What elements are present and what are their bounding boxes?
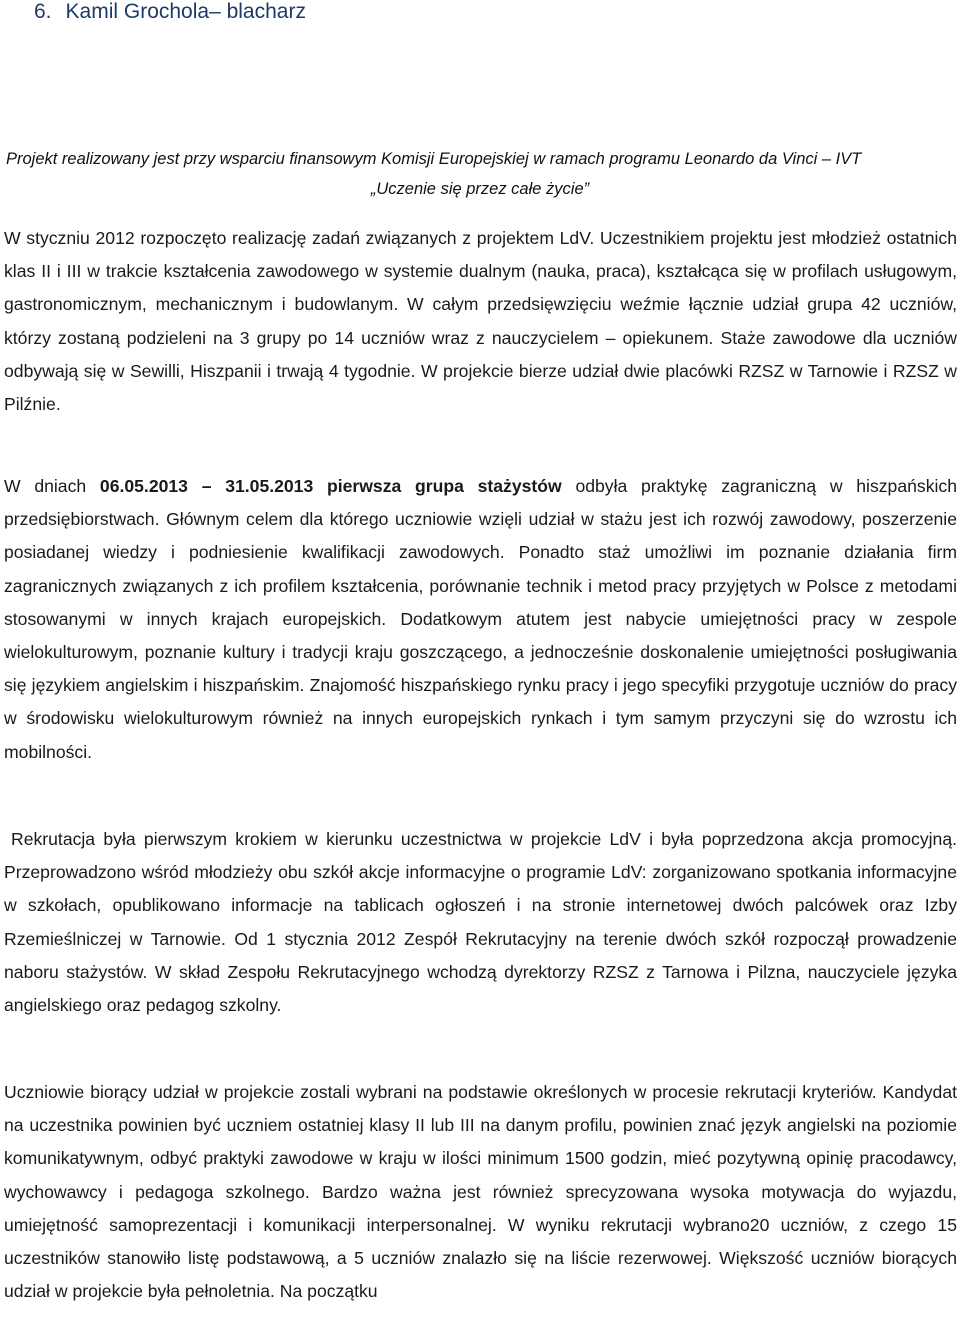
paragraph-internship-rest: odbyła praktykę zagraniczną w hiszpańskich przedsiębiorstwach. Głównym celem dla którego uczniowie wzięli udział w stażu jest ich rozwój zawodowy, poszerzenie posiadanej wiedzy i podniesienie kwalifikacji zawodowych. Ponadto staż umożliwi im poznanie działania firm zagranicznych związanych z ich profilem kształcenia, porównanie technik i metod pracy przyjętych w Polsce z metodami stosowanymi w innych krajach europejskich. Dodatkowym atutem jest nabycie umiejętności pracy w zespole wielokulturowym, poznanie kultury i tradycji kraju goszczącego, a jednocześnie doskonalenie umiejętności posługiwania się językiem angielskim i hiszpańskim. Znajomość hiszpańskiego rynku pracy i jego specyfiki przygotuje uczniów do pracy w środowisku wielokulturowym również na innych europejskich rynkach i tym samym przyczyni się do wzrostu ich mobilności.	[4, 476, 957, 762]
paragraph-recruitment	[4, 823, 957, 1022]
paragraph-recruitment-text: Rekrutacja była pierwszym krokiem w kierunku uczestnictwa w projekcie LdV i była poprzedzona akcja promocyjną. Przeprowadzono wśród młodzieży obu szkół akcje informacyjne o programie LdV: zorganizowano spotkania informacyjne w szkołach, opublikowano informacje na tablicach ogłoszeń i na stronie internetowej dwóch palcówek oraz Izby Rzemieślniczej w Tarnowie. Od 1 stycznia 2012 Zespół Rekrutacyjny na terenie dwóch szkół rozpoczął prowadzenie naboru stażystów. W skład Zespołu Rekrutacyjnego wchodzą dyrektorzy RZSZ z Tarnowa i Pilzna, nauczyciele języka angielskiego oraz pedagog szkolny.	[4, 829, 957, 1016]
program-motto: „Uczenie się przez całe życie”	[370, 180, 590, 198]
paragraph-selection-criteria: Uczniowie biorący udział w projekcie zostali wybrani na podstawie określonych w procesie rekrutacji kryteriów. Kandydat na uczestnika powinien być uczniem ostatniej klasy II lub III na danym profilu, powinien znać język angielski na poziomie komunikatywnym, odbyć praktyki zawodowe w kraju w ilości minimum 1500 godzin, mieć pozytywną opinię pracodawcy, wychowawcy i pedagoga szkolnego. Bardzo ważna jest również sprecyzowana wysoka motywacja do wyjazdu, umiejętność samoprezentacji i komunikacji interpersonalnej. W wyniku rekrutacji wybrano20 uczniów, z czego 15 uczestników stanowiło listę podstawową, a 5 uczniów znalazło się na liście rezerwowej. Większość uczniów biorących udział w projekcie była pełnoletnia. Na początku	[4, 1082, 957, 1302]
paragraph-internship-prefix: W dniach	[4, 476, 100, 496]
project-funding-note: Projekt realizowany jest przy wsparciu finansowym Komisji Europejskiej w ramach programu Leonardo da Vinci – IVT	[6, 150, 862, 168]
section-title: Kamil Grochola– blacharz	[65, 0, 306, 23]
paragraph-project-overview: W styczniu 2012 rozpoczęto realizację zadań związanych z projektem LdV. Uczestnikiem projektu jest młodzież ostatnich klas II i III w trakcie kształcenia zawodowego w systemie dualnym (nauka, praca), kształcąca się w profilach usługowym, gastronomicznym, mechanicznym i budowlanym. W całym przedsięwzięciu weźmie łącznie udział grupa 42 uczniów, którzy zostaną podzieleni na 3 grupy po 14 uczniów wraz z nauczycielem – opiekunem. Staże zawodowe dla uczniów odbywają się w Sewilli, Hiszpanii i trwają 4 tygodnie. W projekcie bierze udział dwie placówki RZSZ w Tarnowie i RZSZ w Pilźnie.	[4, 228, 957, 415]
paragraph-internship-goals	[4, 470, 957, 769]
section-number: 6.	[34, 0, 52, 23]
section-heading	[34, 0, 306, 24]
paragraph-internship-dates: 06.05.2013 – 31.05.2013 pierwsza grupa stażystów	[99, 476, 562, 496]
